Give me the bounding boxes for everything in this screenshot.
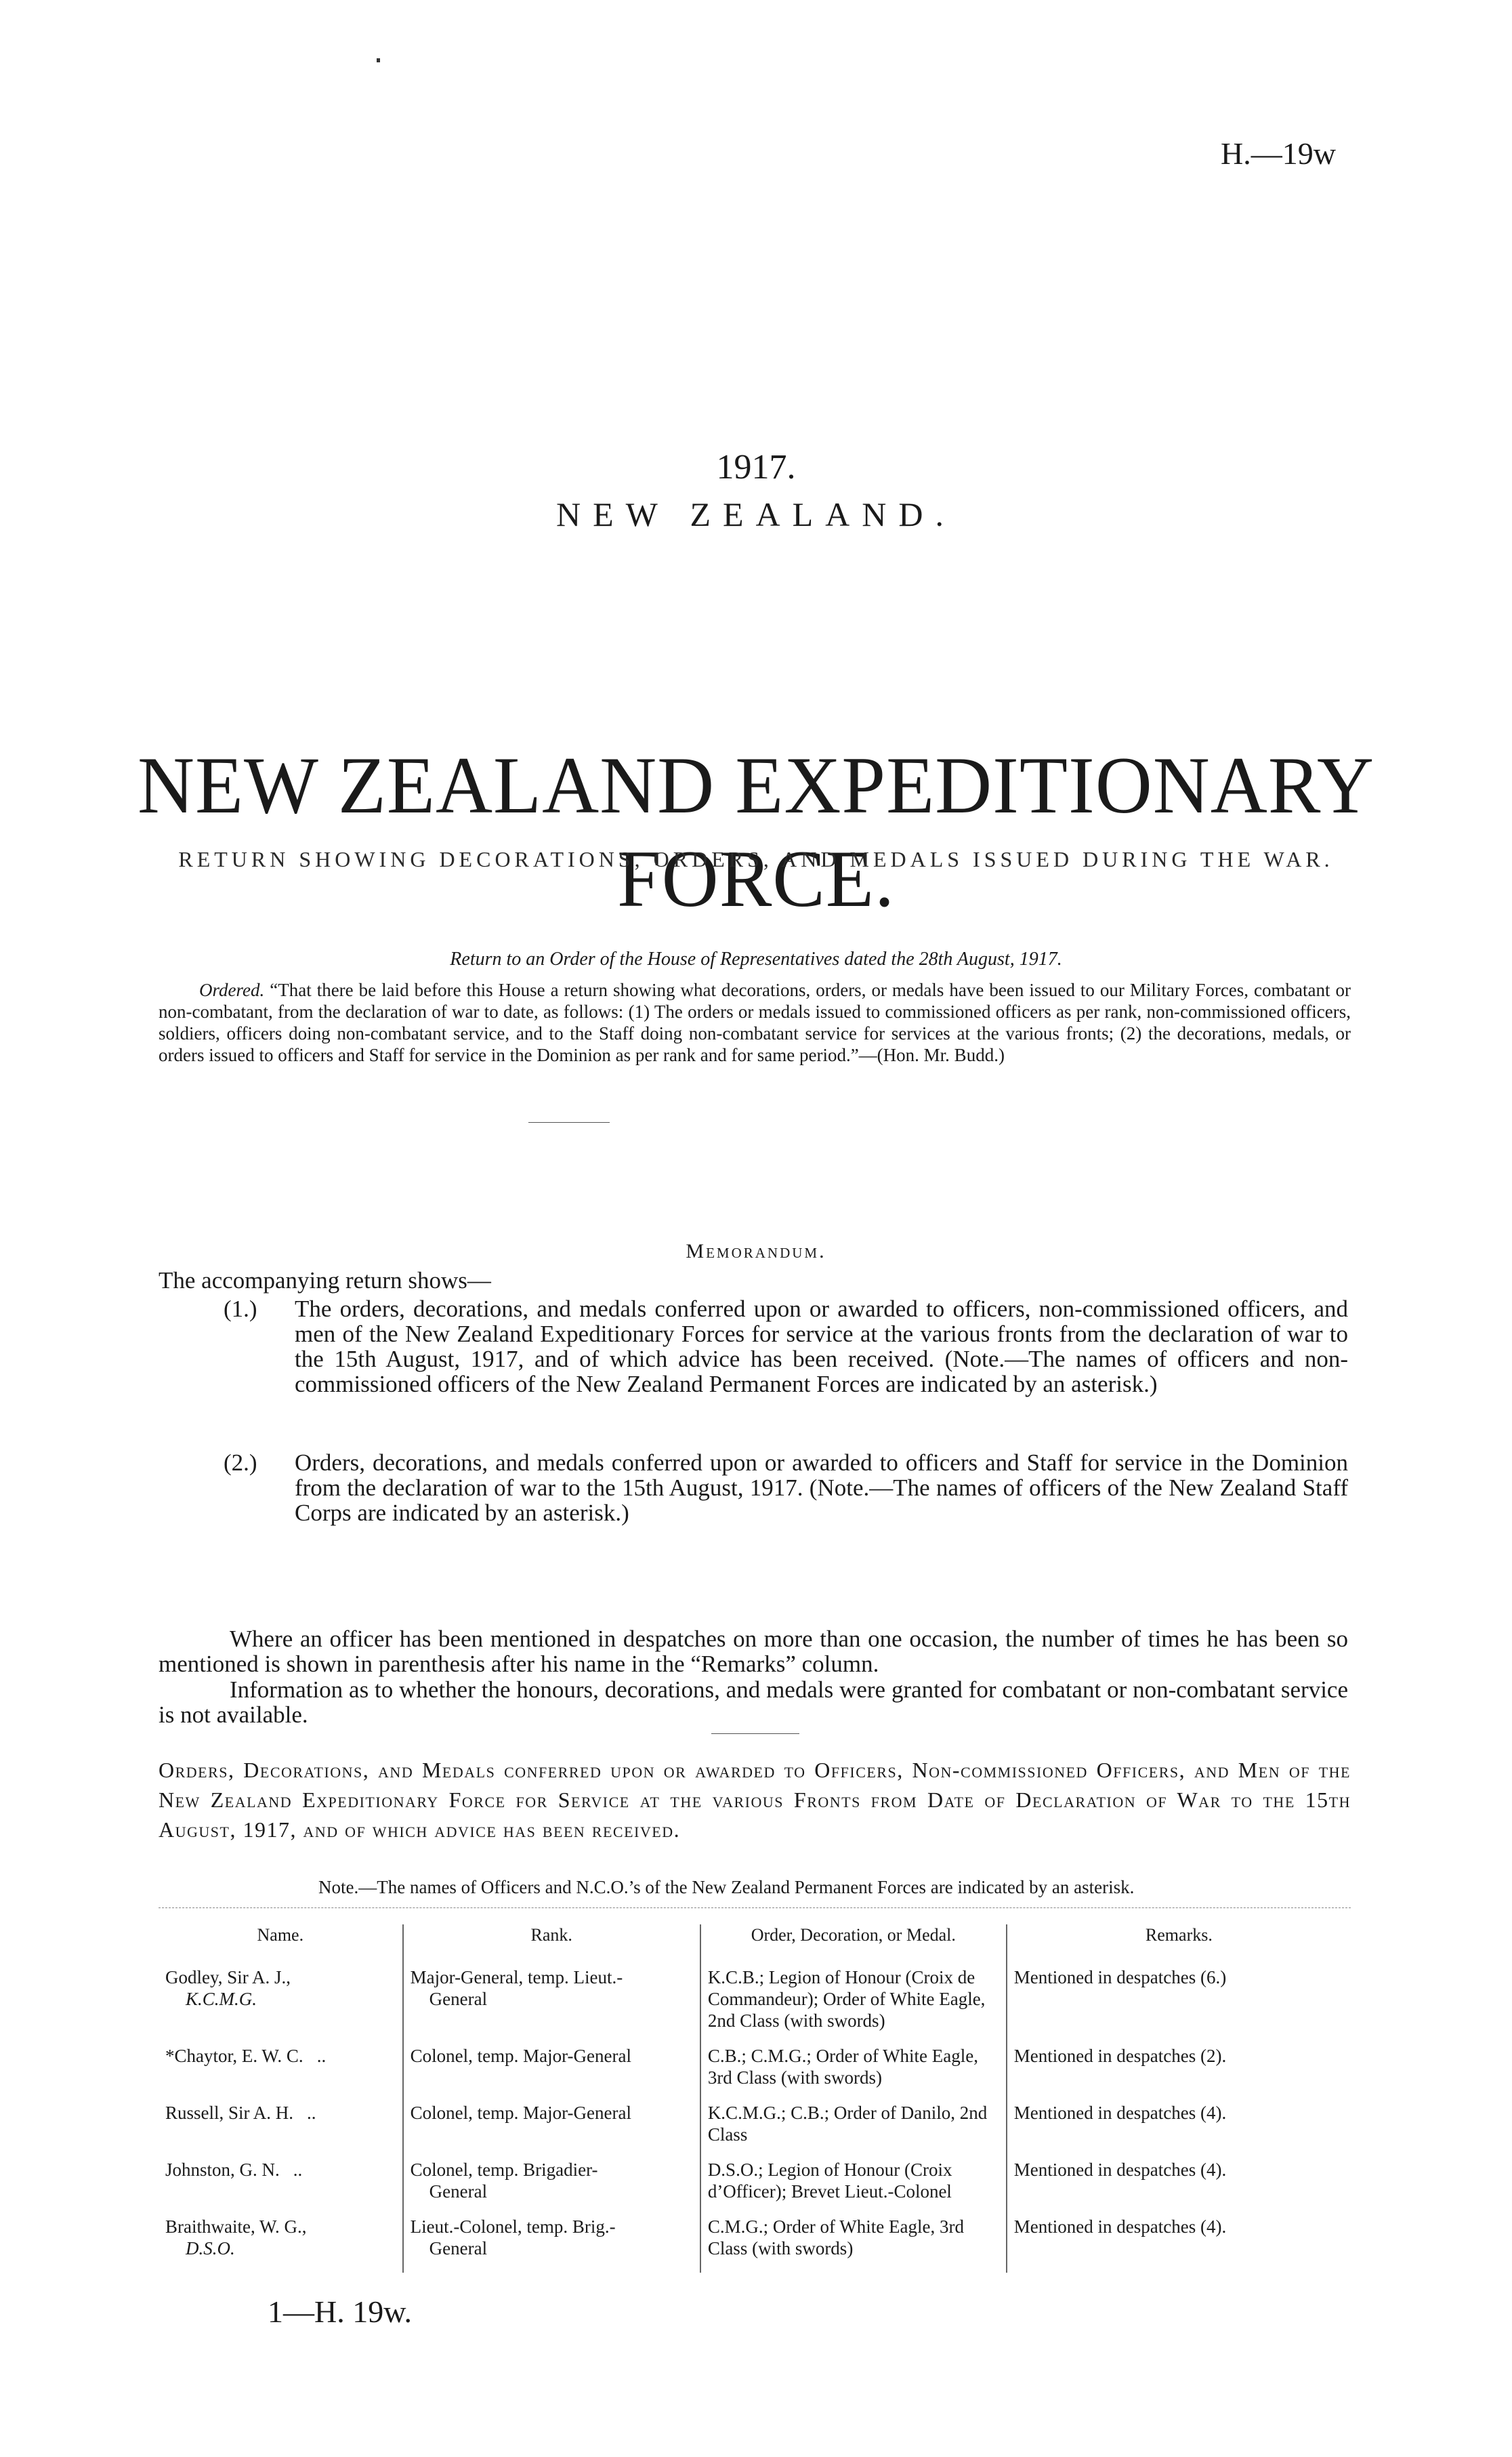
officer-name: Godley, Sir A. J., [165,1967,291,1987]
rank-line: Major-General, temp. Lieut.- [410,1967,623,1987]
rank-line-continued: General [429,2181,488,2202]
memorandum-information-paragraph: Information as to whether the honours, decorations, and medals were granted for combatant or non-combatant service is not available. [159,1676,1348,1728]
memorandum-despatches-paragraph: Where an officer has been mentioned in despatches on more than one occasion, the number of times he has been so mentioned is shown in parenthesis after his name in the “Remarks” column. [159,1626,1348,1677]
table-header-row [159,1924,1351,1966]
officer-honours: D.S.O. [186,2238,235,2258]
remarks-cell: Mentioned in despatches (6.) [1007,1966,1351,2045]
divider [711,1733,799,1734]
table-row [159,2216,1351,2273]
table-top-rule [159,1907,1351,1908]
section-heading: Orders, Decorations, and Medals conferred upon or awarded to Officers, Non-commissioned Officers, and Men of the New Zealand Expeditionary Force for Service at the various Fronts from Date of Declaration of War to the 15th August, 1917, and of which advice has been received. [159,1758,1351,1842]
officer-honours: K.C.M.G. [186,1989,257,2009]
ordered-text: “That there be laid before this House a return showing what decorations, orders, or medals have been issued to our Military Forces, combatant or non-combatant, from the declaration of war to date, as follows: (1) The orders or medals issued to commissioned officers as per rank, non-commissioned officers, soldiers, officers doing non-combatant service, and to the Staff doing non-combatant service for services at the various fronts; (2) the decorations, medals, or orders issued to officers and Staff for service in the Dominion as per rank and for same period.”—(Hon. Mr. Budd.) [159,980,1351,1065]
ordered-label: Ordered. [199,980,265,1000]
column-header-order: Order, Decoration, or Medal. [700,1924,1007,1966]
column-header-remarks: Remarks. [1007,1924,1351,1966]
column-header-name: Name. [257,1925,304,1945]
rank-line: Colonel, temp. Brigadier- [410,2160,598,2180]
decorations-table [159,1924,1351,2273]
footer-code: 1—H. 19w. [268,2294,412,2329]
name-cell: *Chaytor, E. W. C. .. [165,2046,327,2066]
section-note: Note.—The names of Officers and N.C.O.’s of the New Zealand Permanent Forces are indicated by an asterisk. [318,1877,1135,1897]
table-row [159,2159,1351,2216]
remarks-cell: Mentioned in despatches (2). [1007,2045,1351,2102]
name-cell: Russell, Sir A. H. .. [165,2103,316,2123]
main-title: NEW ZEALAND EXPEDITIONARY FORCE. [137,740,1375,924]
ordered-paragraph [159,979,1351,1066]
officer-name: Russell, Sir A. H. [165,2103,294,2123]
scan-mark [377,58,380,62]
country: NEW ZEALAND. [556,495,956,533]
rank-cell [403,2216,700,2273]
name-cell: Johnston, G. N. .. [165,2160,303,2180]
rank-line-continued: General [429,2238,488,2258]
table-row [159,2045,1351,2102]
rank-cell: Colonel, temp. Major-General [403,2102,700,2159]
document-code: H.—19w [1221,136,1336,171]
officer-name: Johnston, G. N. [165,2160,280,2180]
year: 1917. [716,448,796,487]
memorandum-item-number: (2.) [224,1449,257,1476]
memorandum-item [224,1450,1348,1525]
rank-line: Lieut.-Colonel, temp. Brig.- [410,2216,616,2237]
rank-cell [403,2159,700,2216]
name-cell [159,1966,403,2045]
rank-cell: Colonel, temp. Major-General [403,2045,700,2102]
memorandum-item-number: (1.) [224,1296,257,1322]
rank-cell [403,1966,700,2045]
remarks-cell: Mentioned in despatches (4). [1007,2159,1351,2216]
memorandum-intro: The accompanying return shows— [159,1267,491,1294]
name-cell [159,2216,403,2273]
table-row [159,1966,1351,2045]
table-row [159,2102,1351,2159]
order-cell: K.C.M.G.; C.B.; Order of Danilo, 2nd Class [700,2102,1007,2159]
memorandum-item [224,1296,1348,1397]
memorandum-heading: Memorandum. [686,1240,826,1262]
return-line: Return to an Order of the House of Representatives dated the 28th August, 1917. [450,949,1062,970]
memorandum-item-text: Orders, decorations, and medals conferred upon or awarded to officers and Staff for service in the Dominion from the declaration of war to the 15th August, 1917. (Note.—The names of officers of the New Zealand Staff Corps are indicated by an asterisk.) [295,1449,1348,1526]
remarks-cell: Mentioned in despatches (4). [1007,2216,1351,2273]
memorandum-item-text: The orders, decorations, and medals conferred upon or awarded to officers, non-commissioned officers, and men of the New Zealand Expeditionary Forces for service at the various fronts from the declaration of war to the 15th August, 1917, and of which advice has been received. (Note.—The names of officers and non-commissioned officers of the New Zealand Permanent Forces are indicated by an asterisk.) [295,1296,1348,1397]
subtitle: RETURN SHOWING DECORATIONS, ORDERS, AND MEDALS ISSUED DURING THE WAR. [178,847,1334,871]
order-cell: C.B.; C.M.G.; Order of White Eagle, 3rd Class (with swords) [700,2045,1007,2102]
divider [528,1122,610,1123]
column-header-rank: Rank. [403,1924,700,1966]
rank-line-continued: General [429,1989,488,2009]
order-cell: C.M.G.; Order of White Eagle, 3rd Class (with swords) [700,2216,1007,2273]
remarks-cell: Mentioned in despatches (4). [1007,2102,1351,2159]
officer-name: *Chaytor, E. W. C. [165,2046,303,2066]
order-cell: D.S.O.; Legion of Honour (Croix d’Officer); Brevet Lieut.-Colonel [700,2159,1007,2216]
officer-name: Braithwaite, W. G., [165,2216,307,2237]
order-cell: K.C.B.; Legion of Honour (Croix de Commandeur); Order of White Eagle, 2nd Class (with swords) [700,1966,1007,2045]
